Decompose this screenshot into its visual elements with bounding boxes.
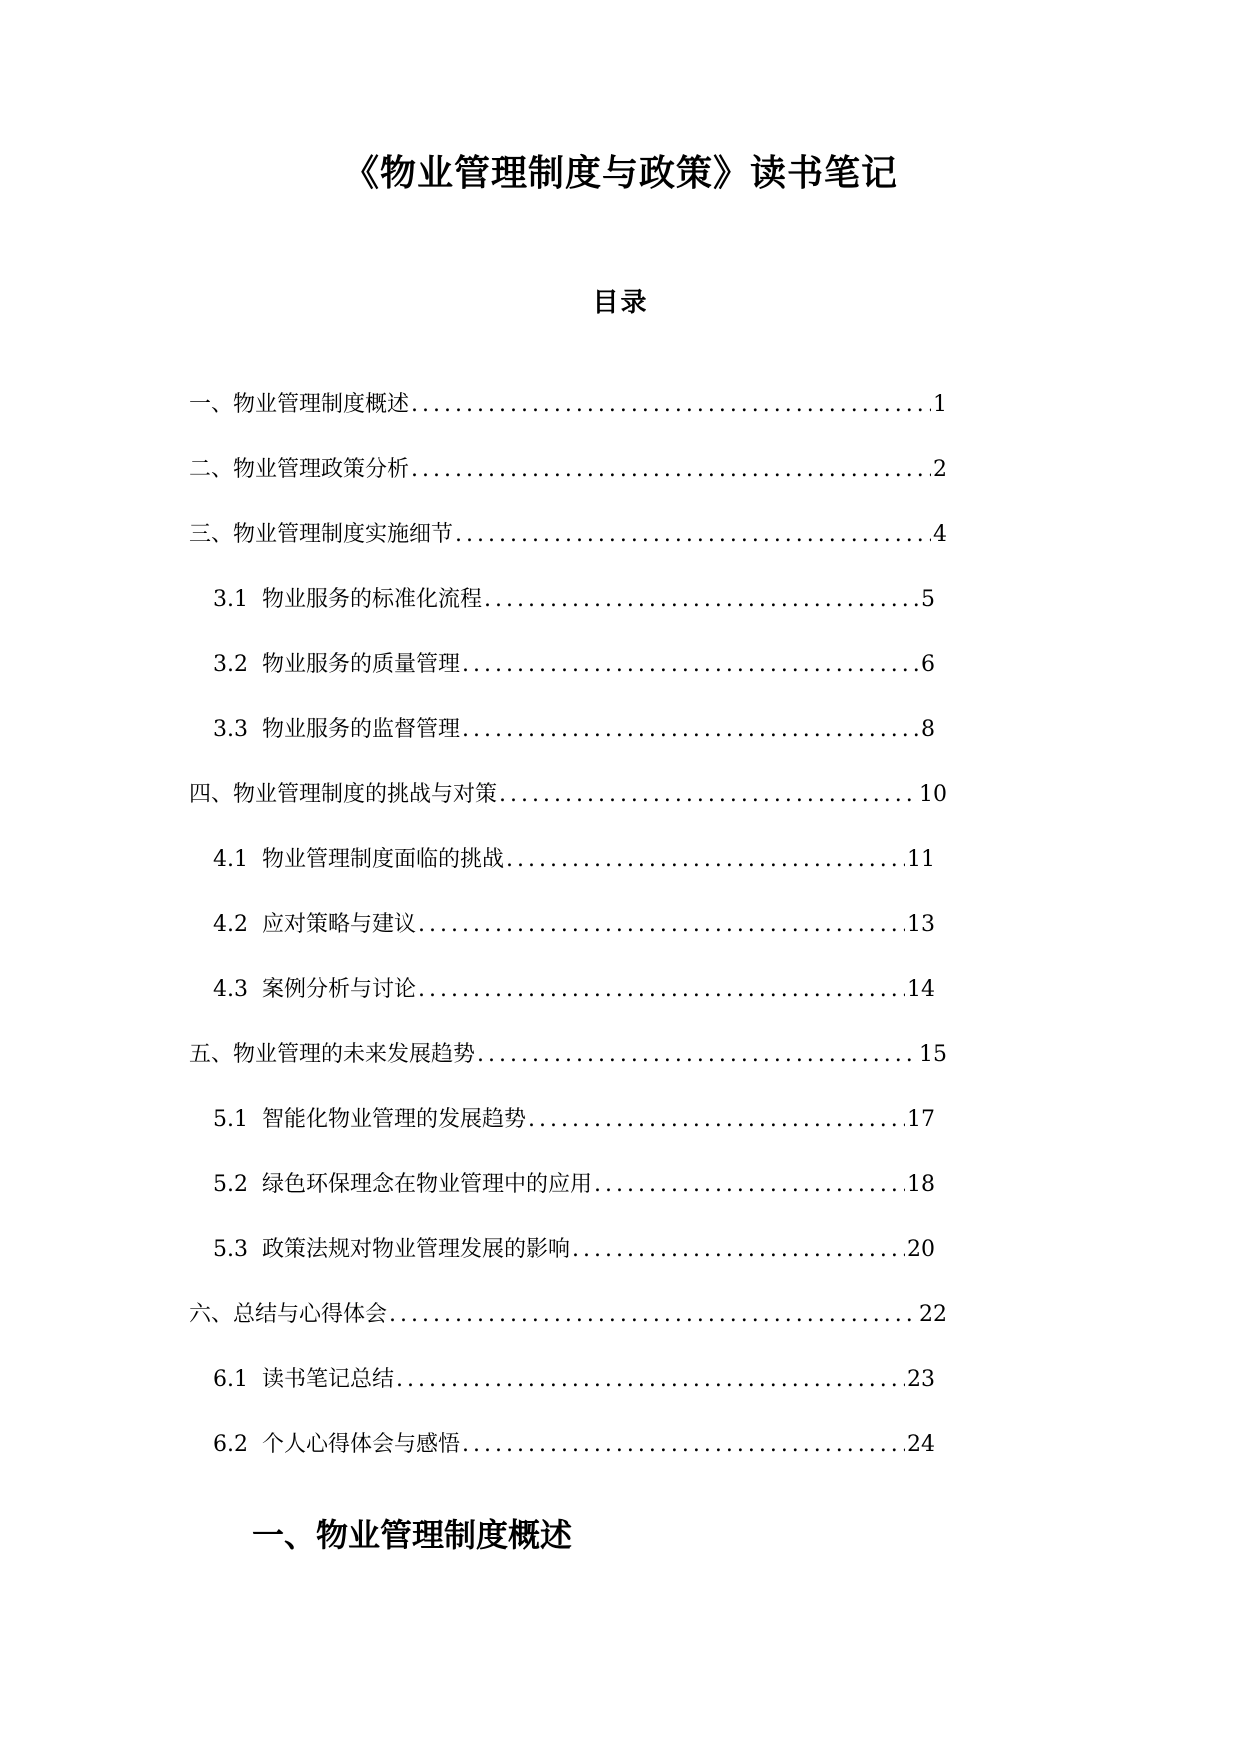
toc-entry-label: 物业服务的标准化流程 [262,587,483,612]
toc-leader [389,1300,917,1330]
toc-entry-label: 四、物业管理制度的挑战与对策 [189,782,498,807]
toc-page-number: 22 [919,1302,947,1327]
toc-entry-label: 智能化物业管理的发展趋势 [262,1107,527,1132]
toc-subentry[interactable] [213,845,935,875]
toc-entry[interactable] [189,1040,947,1070]
toc-subentry[interactable] [213,1105,935,1135]
toc-entry-label: 六、总结与心得体会 [189,1302,388,1327]
toc-page-number: 20 [907,1237,935,1262]
toc-page-number: 14 [907,977,935,1002]
toc-leader [418,975,905,1005]
toc-leader [396,1365,905,1395]
toc-entry[interactable] [189,1300,947,1330]
toc-page-number: 18 [907,1172,935,1197]
toc-subentry[interactable] [213,715,935,745]
toc-leader [594,1170,905,1200]
toc-leader [418,910,905,940]
toc-entry[interactable] [189,390,947,420]
toc-heading: 目录 [592,288,649,318]
toc-leader [462,715,919,745]
toc-subentry-number: 3.3 [213,717,248,742]
toc-page-number: 13 [907,912,935,937]
toc-entry-label: 政策法规对物业管理发展的影响 [262,1237,571,1262]
toc-subentry[interactable] [213,975,935,1005]
toc-subentry-number: 3.1 [213,587,248,612]
toc-entry-label: 三、物业管理制度实施细节 [189,522,454,547]
toc-subentry-number: 4.3 [213,977,248,1002]
toc-page-number: 4 [933,522,947,547]
toc-subentry[interactable] [213,1170,935,1200]
toc-entry-label: 个人心得体会与感悟 [262,1432,461,1457]
toc-leader [455,520,931,550]
toc-leader [411,455,931,485]
toc-page-number: 6 [921,652,935,677]
toc-entry[interactable] [189,455,947,485]
toc-leader [462,650,919,680]
toc-subentry[interactable] [213,1430,935,1460]
toc-subentry[interactable] [213,650,935,680]
toc-subentry-number: 5.2 [213,1172,248,1197]
toc-page-number: 15 [919,1042,947,1067]
toc-entry-label: 一、物业管理制度概述 [189,392,410,417]
toc-entry-label: 应对策略与建议 [262,912,417,937]
toc-leader [411,390,931,420]
toc-subentry-number: 5.1 [213,1107,248,1132]
toc-page-number: 11 [907,847,935,872]
toc-subentry-number: 3.2 [213,652,248,677]
toc-page-number: 10 [919,782,947,807]
section-heading: 一、物业管理制度概述 [252,1516,573,1554]
toc-entry-label: 二、物业管理政策分析 [189,457,410,482]
toc-leader [484,585,919,615]
toc-leader [572,1235,905,1265]
toc-subentry-number: 5.3 [213,1237,248,1262]
toc-page-number: 23 [907,1367,935,1392]
toc-entry[interactable] [189,520,947,550]
toc-subentry-number: 4.1 [213,847,248,872]
document-title: 《物业管理制度与政策》读书笔记 [342,153,898,194]
toc-subentry-number: 6.2 [213,1432,248,1457]
toc-entry-label: 物业管理制度面临的挑战 [262,847,505,872]
toc-subentry-number: 4.2 [213,912,248,937]
toc-leader [528,1105,905,1135]
toc-entry-label: 物业服务的监督管理 [262,717,461,742]
toc-leader [477,1040,917,1070]
toc-entry-label: 绿色环保理念在物业管理中的应用 [262,1172,593,1197]
toc-page-number: 2 [933,457,947,482]
toc-subentry[interactable] [213,1235,935,1265]
toc-entry-label: 读书笔记总结 [262,1367,395,1392]
toc-entry[interactable] [189,780,947,810]
toc-entry-label: 案例分析与讨论 [262,977,417,1002]
toc-subentry[interactable] [213,585,935,615]
toc-entry-label: 五、物业管理的未来发展趋势 [189,1042,476,1067]
toc-subentry[interactable] [213,910,935,940]
toc-entry-label: 物业服务的质量管理 [262,652,461,677]
toc-page-number: 8 [921,717,935,742]
toc-subentry-number: 6.1 [213,1367,248,1392]
toc-page-number: 1 [933,392,947,417]
toc-subentry[interactable] [213,1365,935,1395]
toc-leader [506,845,905,875]
toc-page-number: 24 [907,1432,935,1457]
toc-page-number: 17 [907,1107,935,1132]
toc-leader [462,1430,905,1460]
toc-leader [499,780,917,810]
toc-page-number: 5 [921,587,935,612]
